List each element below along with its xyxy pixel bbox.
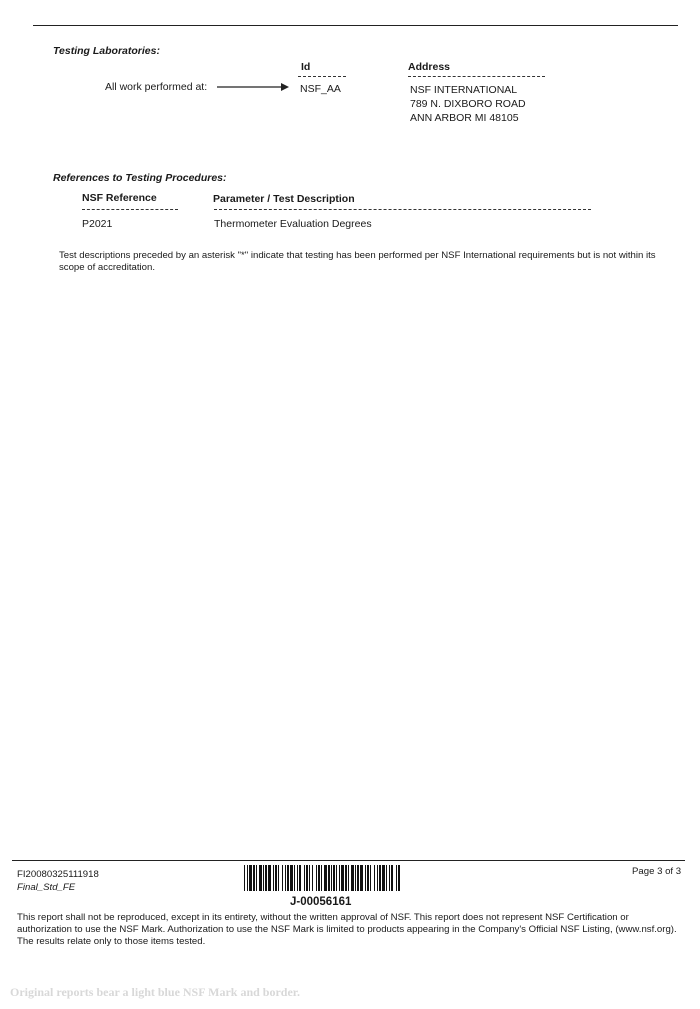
barcode-number: J-00056161 [290, 896, 352, 908]
barcode-bar [247, 865, 248, 891]
barcode-bar [304, 865, 305, 891]
report-template: Final_Std_FE [17, 882, 76, 893]
barcode-bar [294, 865, 295, 891]
barcode-bar [355, 865, 356, 891]
barcode-bar [331, 865, 332, 891]
barcode-bar [341, 865, 344, 891]
references-heading: References to Testing Procedures: [53, 172, 227, 184]
barcode-bar [282, 865, 283, 891]
barcode-bar [398, 865, 400, 891]
barcode-bar [345, 865, 347, 891]
barcode-bar [367, 865, 369, 891]
footer-rule [12, 860, 685, 861]
barcode-bar [306, 865, 308, 891]
barcode-bar [365, 865, 366, 891]
barcode-bar [382, 865, 385, 891]
barcode-bar [360, 865, 363, 891]
watermark-text: Original reports bear a light blue NSF Mark and border. [10, 985, 301, 999]
barcode-bar [324, 865, 327, 891]
barcode-bar [348, 865, 349, 891]
barcode-bar [259, 865, 262, 891]
reference-row-code: P2021 [82, 218, 113, 230]
barcode-bar [275, 865, 277, 891]
barcode-bar [290, 865, 293, 891]
barcode-bar [374, 865, 375, 891]
barcode-bar [249, 865, 252, 891]
document-code: FI20080325111918 [17, 869, 99, 880]
barcode-bar [336, 865, 337, 891]
barcode-bar [265, 865, 267, 891]
reference-row-description: Thermometer Evaluation Degrees [214, 218, 372, 230]
barcode-bar [328, 865, 330, 891]
barcode-bar [396, 865, 397, 891]
barcode-bar [273, 865, 274, 891]
barcode-bar [377, 865, 378, 891]
asterisk-note: Test descriptions preceded by an asterisk "*" indicate that testing has been performed per NSF International requirements but is not within its scope of accreditation. [59, 250, 656, 273]
barcode-bar [263, 865, 264, 891]
barcode-bar [386, 865, 387, 891]
barcode-bar [391, 865, 393, 891]
barcode-bar [379, 865, 381, 891]
barcode-bar [278, 865, 279, 891]
address-line-1: NSF INTERNATIONAL [410, 84, 518, 96]
id-column-header: Id [301, 61, 311, 73]
barcode-bar [285, 865, 286, 891]
nsf-reference-underline [82, 209, 178, 210]
id-header-underline [298, 76, 346, 77]
barcode-bar [256, 865, 257, 891]
address-line-2: 789 N. DIXBORO ROAD [410, 98, 526, 110]
top-rule [33, 25, 678, 26]
barcode-bar [287, 865, 289, 891]
work-performed-label: All work performed at: [105, 81, 208, 93]
barcode-bar [244, 865, 245, 891]
lab-id-value: NSF_AA [300, 83, 341, 95]
arrow-right-icon [217, 81, 289, 93]
barcode-bar [370, 865, 371, 891]
barcode-bar [312, 865, 313, 891]
disclaimer: This report shall not be reproduced, except in its entirety, without the written approval of NSF. This report does not represent NSF Certification or authorization to use the NSF Mark. Authorization to use the NSF Mark is limited to products appearing in the Company's Official NSF Listing, (www.nsf.org). The results relate only to those items tested. [17, 912, 677, 947]
nsf-reference-header: NSF Reference [82, 192, 157, 204]
barcode-bar [309, 865, 310, 891]
parameter-description-underline [214, 209, 591, 210]
address-header-underline [408, 76, 545, 77]
barcode-bar [299, 865, 301, 891]
page-number: Page 3 of 3 [632, 866, 682, 877]
barcode-bar [316, 865, 317, 891]
barcode [244, 865, 400, 891]
barcode-bar [321, 865, 322, 891]
barcode-bar [389, 865, 390, 891]
barcode-bar [297, 865, 298, 891]
address-line-3: ANN ARBOR MI 48105 [410, 112, 519, 124]
lab-address [410, 83, 526, 125]
barcode-bar [268, 865, 271, 891]
barcode-bar [339, 865, 340, 891]
testing-labs-heading: Testing Laboratories: [53, 45, 160, 57]
address-column-header: Address [408, 61, 451, 73]
parameter-description-header: Parameter / Test Description [213, 193, 355, 205]
barcode-bar [253, 865, 255, 891]
barcode-bar [318, 865, 320, 891]
barcode-bar [333, 865, 335, 891]
barcode-bar [357, 865, 359, 891]
barcode-bar [351, 865, 354, 891]
